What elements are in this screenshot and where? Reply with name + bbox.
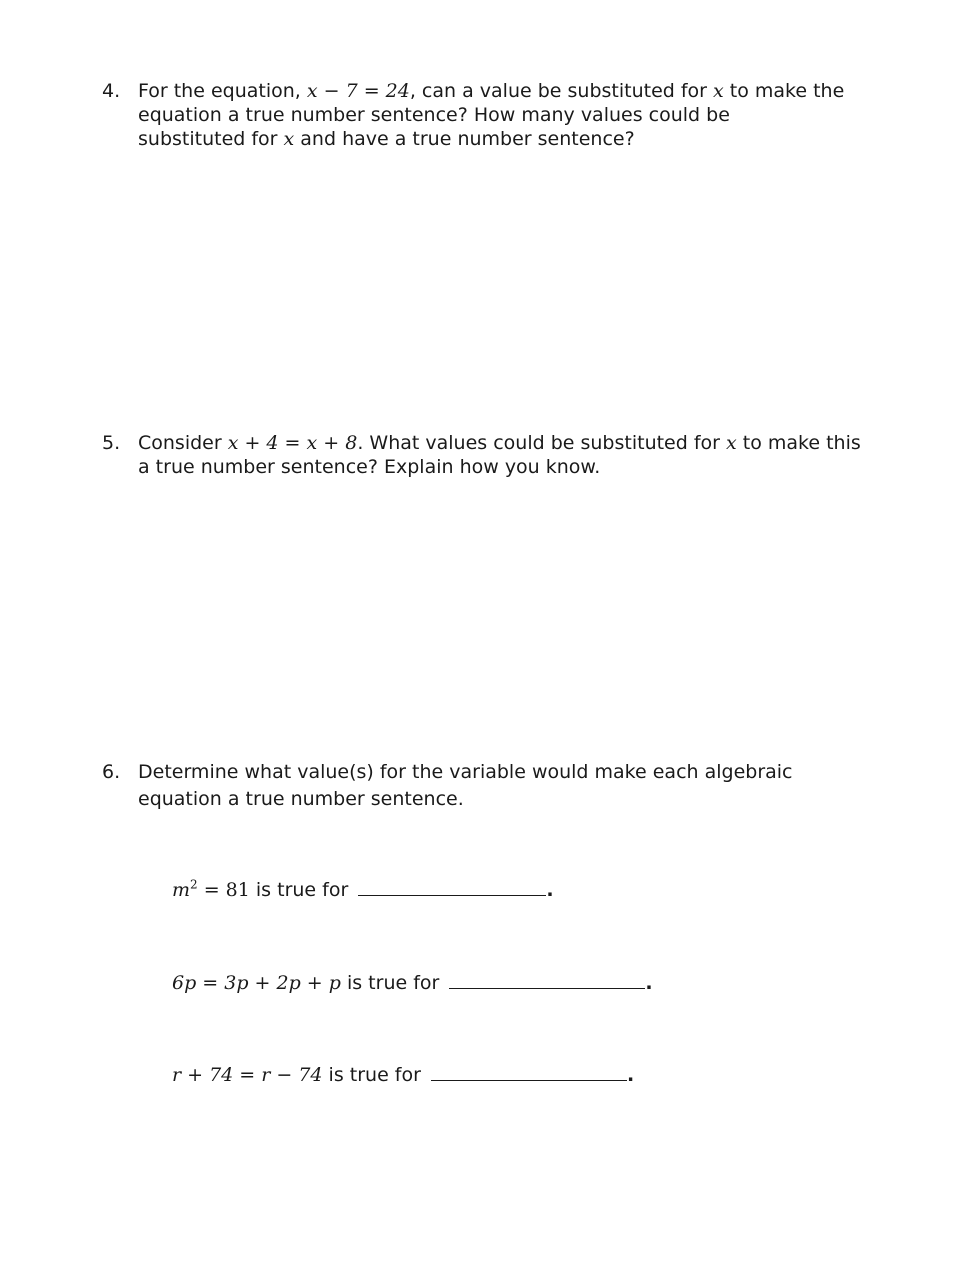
math-expression: m (172, 879, 191, 901)
math-variable: x (713, 80, 724, 102)
equation-6p: 6p = 3p + 2p + p is true for . (172, 972, 653, 994)
question-line: For the equation, x − 7 = 24, can a value be substituted for x to make the (138, 80, 845, 102)
equation-m-squared: $m^2 = 81$ is true for . (172, 877, 554, 901)
question-text (138, 760, 862, 811)
question-line: substituted for x and have a true number sentence? (138, 128, 635, 150)
question-line: Consider x + 4 = x + 8. What values could be substituted for x to make this (138, 432, 861, 454)
math-variable: x (726, 432, 737, 454)
answer-blank[interactable] (431, 1063, 627, 1081)
math-expression: 6p = 3p + 2p + p (172, 972, 341, 994)
answer-blank[interactable] (358, 878, 546, 896)
question-number: 4. (102, 80, 121, 102)
math-expression: x − 7 = 24 (306, 80, 410, 102)
answer-blank[interactable] (449, 971, 645, 989)
math-variable: x (283, 128, 295, 150)
question-number: 5. (102, 432, 121, 454)
question-line: Determine what value(s) for the variable would make each algebraic (138, 761, 793, 783)
question-text (138, 79, 862, 151)
equation-r-plus-74: r + 74 = r − 74 is true for . (172, 1064, 635, 1086)
question-line: equation a true number sentence. (138, 788, 464, 810)
question-number: 6. (102, 761, 121, 783)
math-expression: x + 4 = x + 8 (227, 432, 358, 454)
question-text (138, 431, 862, 479)
question-line: equation a true number sentence? How many values could be (138, 104, 730, 126)
question-line: a true number sentence? Explain how you know. (138, 456, 601, 478)
math-expression: r + 74 = r − 74 (172, 1064, 323, 1086)
